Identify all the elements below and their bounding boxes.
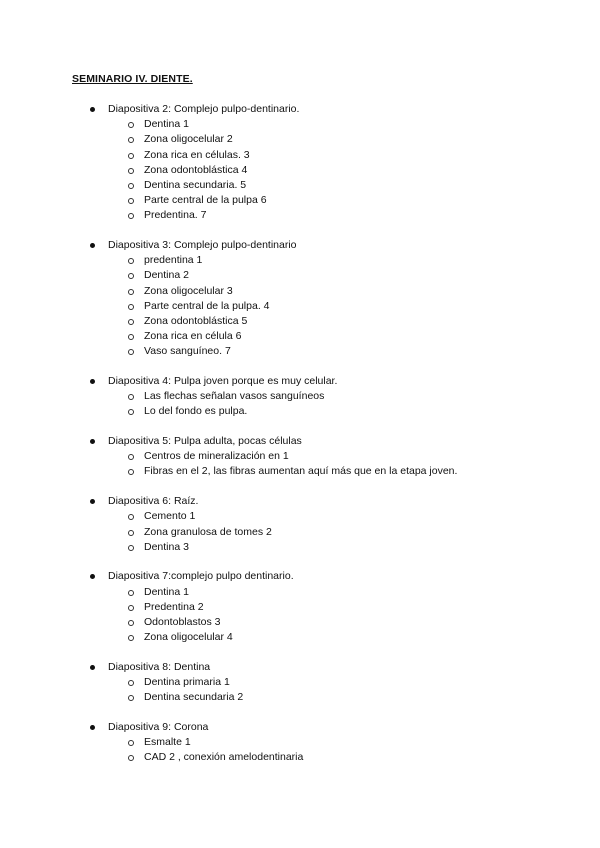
hollow-bullet-icon	[128, 198, 134, 204]
filled-bullet-icon	[90, 499, 95, 504]
slide-section	[0, 494, 600, 555]
sub-list-item-text: Odontoblastos 3	[144, 615, 221, 628]
sub-list-item	[0, 449, 600, 464]
sub-list-item-text: Dentina primaria 1	[144, 676, 230, 688]
sub-list-item-text: Dentina 1	[144, 585, 189, 598]
sub-list-item	[0, 675, 600, 690]
hollow-bullet-icon	[128, 545, 134, 551]
slide-heading-item	[0, 102, 600, 117]
slide-section	[0, 102, 600, 224]
slide-heading-item	[0, 238, 600, 253]
slide-heading-text: Diapositiva 6: Raíz.	[108, 495, 199, 508]
sub-list-item-text: Vaso sanguíneo. 7	[144, 345, 231, 358]
sub-list-item-text: Zona odontoblástica 4	[144, 163, 248, 176]
sub-list-item	[0, 630, 600, 645]
sub-list-item-text: Dentina secundaria 2	[144, 691, 244, 704]
hollow-bullet-icon	[128, 514, 134, 520]
slide-heading-text: Diapositiva 9: Corona	[108, 720, 209, 733]
hollow-bullet-icon	[128, 273, 134, 279]
sub-list-item	[0, 299, 600, 314]
slide-heading-text: Diapositiva 4: Pulpa joven porque es muy celular.	[108, 375, 338, 387]
slide-heading-item	[0, 494, 600, 509]
hollow-bullet-icon	[128, 454, 134, 460]
section-list	[0, 102, 600, 780]
slide-section	[0, 569, 600, 645]
sub-list-item-text: Las flechas señalan vasos sanguíneos	[144, 390, 325, 403]
hollow-bullet-icon	[128, 740, 134, 746]
hollow-bullet-icon	[128, 394, 134, 400]
hollow-bullet-icon	[128, 680, 134, 686]
sub-list-item	[0, 344, 600, 359]
sub-list-item	[0, 735, 600, 750]
slide-heading-text: Diapositiva 3: Complejo pulpo-dentinario	[108, 239, 297, 251]
hollow-bullet-icon	[128, 590, 134, 596]
sub-list-item	[0, 585, 600, 600]
sub-list-item-text: Parte central de la pulpa 6	[144, 194, 267, 207]
slide-heading-item	[0, 434, 600, 449]
hollow-bullet-icon	[128, 137, 134, 143]
hollow-bullet-icon	[128, 334, 134, 340]
filled-bullet-icon	[90, 243, 95, 248]
slide-heading-item	[0, 720, 600, 735]
hollow-bullet-icon	[128, 168, 134, 174]
sub-list-item-text: Esmalte 1	[144, 736, 191, 749]
sub-list-item	[0, 148, 600, 163]
slide-section	[0, 434, 600, 480]
slide-heading-text: Diapositiva 2: Complejo pulpo-dentinario.	[108, 103, 300, 115]
sub-list-item	[0, 509, 600, 524]
sub-list-item	[0, 132, 600, 147]
sub-list-item	[0, 389, 600, 404]
sub-list-item	[0, 178, 600, 193]
sub-list-item-text: Zona granulosa de tomes 2	[144, 525, 272, 538]
sub-list-item	[0, 690, 600, 705]
slide-heading-text: Diapositiva 5: Pulpa adulta, pocas células	[108, 435, 302, 448]
filled-bullet-icon	[90, 725, 95, 730]
hollow-bullet-icon	[128, 153, 134, 159]
sub-list-item	[0, 117, 600, 132]
sub-list-item-text: Zona odontoblástica 5	[144, 314, 248, 327]
hollow-bullet-icon	[128, 213, 134, 219]
sub-list-item-text: Dentina 1	[144, 118, 189, 131]
filled-bullet-icon	[90, 665, 95, 670]
sub-list-item-text: Zona rica en célula 6	[144, 330, 242, 343]
sub-list-item	[0, 329, 600, 344]
sub-list-item	[0, 540, 600, 555]
hollow-bullet-icon	[128, 635, 134, 641]
sub-list-item	[0, 163, 600, 178]
sub-list-item-text: predentina 1	[144, 254, 203, 267]
sub-list-item-text: Dentina secundaria. 5	[144, 178, 247, 191]
sub-list-item	[0, 268, 600, 283]
sub-list-item	[0, 284, 600, 299]
filled-bullet-icon	[90, 379, 95, 384]
filled-bullet-icon	[90, 574, 95, 579]
sub-list-item	[0, 208, 600, 223]
hollow-bullet-icon	[128, 183, 134, 189]
slide-heading-item	[0, 374, 600, 389]
sub-list-item	[0, 314, 600, 329]
sub-list-item-text: Predentina 2	[144, 600, 204, 613]
slide-section	[0, 660, 600, 706]
sub-list-item	[0, 404, 600, 419]
slide-section	[0, 238, 600, 360]
sub-list-item-text: Dentina 2	[144, 269, 189, 282]
sub-list-item	[0, 464, 600, 479]
slide-section	[0, 374, 600, 420]
slide-heading-item	[0, 660, 600, 675]
slide-heading-item	[0, 569, 600, 584]
sub-list-item-text: Zona oligocelular 3	[144, 284, 233, 297]
slide-heading-text: Diapositiva 8: Dentina	[108, 660, 211, 673]
slide-section	[0, 720, 600, 766]
sub-list-item-text: Zona oligocelular 2	[144, 133, 233, 146]
hollow-bullet-icon	[128, 304, 134, 310]
hollow-bullet-icon	[128, 695, 134, 701]
hollow-bullet-icon	[128, 469, 134, 475]
sub-list-item	[0, 600, 600, 615]
hollow-bullet-icon	[128, 755, 134, 761]
hollow-bullet-icon	[128, 258, 134, 264]
sub-list-item-text: Predentina. 7	[144, 209, 207, 222]
sub-list-item-text: Lo del fondo es pulpa.	[144, 405, 248, 418]
sub-list-item	[0, 253, 600, 268]
sub-list-item	[0, 525, 600, 540]
sub-list-item	[0, 193, 600, 208]
slide-heading-text: Diapositiva 7:complejo pulpo dentinario.	[108, 570, 294, 583]
sub-list-item	[0, 615, 600, 630]
document-title: SEMINARIO IV. DIENTE.	[72, 73, 193, 85]
sub-list-item-text: Centros de mineralización en 1	[144, 450, 289, 463]
hollow-bullet-icon	[128, 122, 134, 128]
hollow-bullet-icon	[128, 620, 134, 626]
sub-list-item-text: Dentina 3	[144, 540, 189, 553]
sub-list-item-text: Parte central de la pulpa. 4	[144, 299, 270, 312]
hollow-bullet-icon	[128, 289, 134, 295]
hollow-bullet-icon	[128, 409, 134, 415]
hollow-bullet-icon	[128, 530, 134, 536]
sub-list-item-text: CAD 2 , conexión amelodentinaria	[144, 751, 304, 764]
sub-list-item-text: Zona oligocelular 4	[144, 631, 233, 644]
hollow-bullet-icon	[128, 349, 134, 355]
sub-list-item-text: Zona rica en células. 3	[144, 148, 250, 161]
sub-list-item-text: Cemento 1	[144, 510, 196, 523]
hollow-bullet-icon	[128, 319, 134, 325]
sub-list-item	[0, 750, 600, 765]
filled-bullet-icon	[90, 107, 95, 112]
hollow-bullet-icon	[128, 605, 134, 611]
sub-list-item-text: Fibras en el 2, las fibras aumentan aquí más que en la etapa joven.	[144, 465, 458, 478]
filled-bullet-icon	[90, 439, 95, 444]
